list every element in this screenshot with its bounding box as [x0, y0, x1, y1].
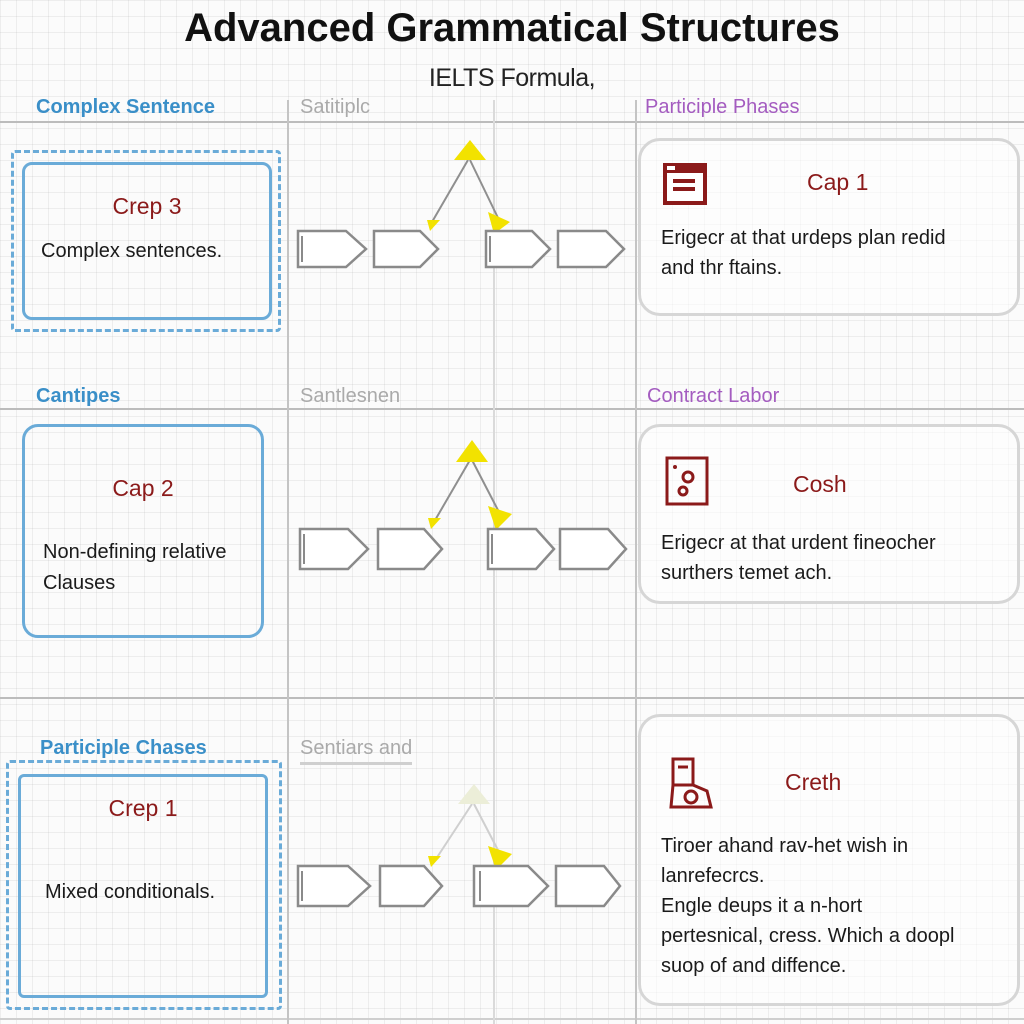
row-2-flow-diagram: [290, 430, 640, 580]
row-3-right-card-title: Creth: [785, 769, 842, 795]
row-2-right-card-text: [661, 528, 1001, 588]
row-3-flow-diagram: [290, 770, 640, 920]
row-1-right-text-line-1: Erigecr at that urdeps plan redid: [661, 227, 946, 249]
row-1-connector-right: [470, 160, 500, 222]
row-1-left-card-text: Complex sentences.: [41, 240, 223, 262]
row-1-connector-left: [432, 160, 468, 222]
row-2-left-arrow-icon: [428, 518, 441, 529]
row-2-step-arrow-2: [378, 529, 442, 569]
row-3-connector-right: [474, 804, 500, 854]
row-1-right-card: [638, 138, 1020, 316]
row-3-right-text-line-4: pertesnical, cress. Which a doopl: [661, 925, 955, 947]
row-3-middle-header: Sentiars and: [300, 737, 412, 765]
row-2-right-header: Contract Labor: [647, 385, 780, 407]
row-3-left-header: Participle Chases: [40, 737, 207, 759]
row-2-top-arrow-icon: [456, 440, 488, 462]
page-subtitle: IELTS Formula,: [428, 64, 596, 92]
row-1-left-arrow-icon: [427, 220, 440, 231]
row-1-step-arrow-4: [558, 231, 624, 267]
row-1-step-arrow-2: [374, 231, 438, 267]
row-2-right-text-line-1: Erigecr at that urdent fineocher: [661, 532, 936, 554]
row-3-step-arrow-1: [298, 866, 370, 906]
row-3-right-card: [638, 714, 1020, 1006]
row-3-connector-left: [434, 804, 472, 862]
row-1-right-header: Participle Phases: [645, 96, 800, 118]
row-3-step-arrow-2: [380, 866, 442, 906]
row-3-right-text-line-3: Engle deups it a n-hort: [661, 895, 863, 917]
row-2-left-header: Cantipes: [36, 385, 121, 407]
row-3-right-text-line-2: lanrefecrcs.: [661, 865, 765, 887]
row-2-left-text-line-2: Clauses: [43, 572, 116, 594]
row-1-left-card-title: Crep 3: [112, 193, 182, 219]
row-1-right-text-line-2: and thr ftains.: [661, 257, 783, 279]
row-3-left-card-title: Crep 1: [108, 795, 178, 821]
row-2-right-text-line-2: surthers temet ach.: [661, 562, 833, 584]
row-3-left-arrow-icon: [428, 856, 441, 867]
row-2-connector-right: [472, 460, 500, 514]
row-2-left-card-title: Cap 2: [112, 475, 174, 501]
row-1-right-card-text: [661, 223, 1001, 283]
row-3-right-card-text: [661, 831, 1001, 981]
row-1-step-arrow-1: [298, 231, 366, 267]
page-title: Advanced Grammatical Structures: [184, 6, 840, 50]
row-2-middle-header: Santlesnen: [300, 385, 401, 407]
row-1-step-arrow-3: [486, 231, 550, 267]
row-3-left-card-text: Mixed conditionals.: [45, 881, 216, 903]
row-2-connector-left: [434, 460, 470, 522]
row-1-top-arrow-icon: [454, 140, 486, 160]
document-window-icon: [661, 161, 709, 207]
row-2-step-arrow-1: [300, 529, 368, 569]
printer-icon: [667, 755, 717, 813]
row-divider-2: [0, 408, 1024, 410]
row-divider-bottom: [0, 1018, 1024, 1020]
row-divider-1: [0, 121, 1024, 123]
row-3-step-arrow-3: [474, 866, 548, 906]
device-icon: [663, 455, 711, 507]
row-2-step-arrow-3: [488, 529, 554, 569]
row-divider-3: [0, 697, 1024, 699]
row-3-left-card: [18, 774, 268, 998]
row-1-left-header: Complex Sentence: [36, 96, 215, 118]
row-1-middle-header: Satitiplc: [300, 96, 371, 118]
row-3-step-arrow-4: [556, 866, 620, 906]
row-2-right-card-title: Cosh: [793, 471, 847, 497]
row-2-left-text-line-1: Non-defining relative: [43, 541, 227, 563]
column-divider-left: [287, 100, 289, 1024]
row-1-left-card: [22, 162, 272, 320]
row-3-top-arrow-icon: [458, 784, 490, 804]
row-3-right-text-line-1: Tiroer ahand rav-het wish in: [661, 835, 909, 857]
row-2-left-card-text: [43, 537, 226, 599]
row-3-right-text-line-5: suop of and diffence.: [661, 955, 847, 977]
row-2-right-card: [638, 424, 1020, 604]
row-2-right-arrow-icon: [488, 506, 512, 530]
row-2-left-card: [22, 424, 264, 638]
row-1-right-card-title: Cap 1: [807, 169, 869, 195]
row-2-step-arrow-4: [560, 529, 626, 569]
row-1-flow-diagram: [290, 130, 640, 280]
